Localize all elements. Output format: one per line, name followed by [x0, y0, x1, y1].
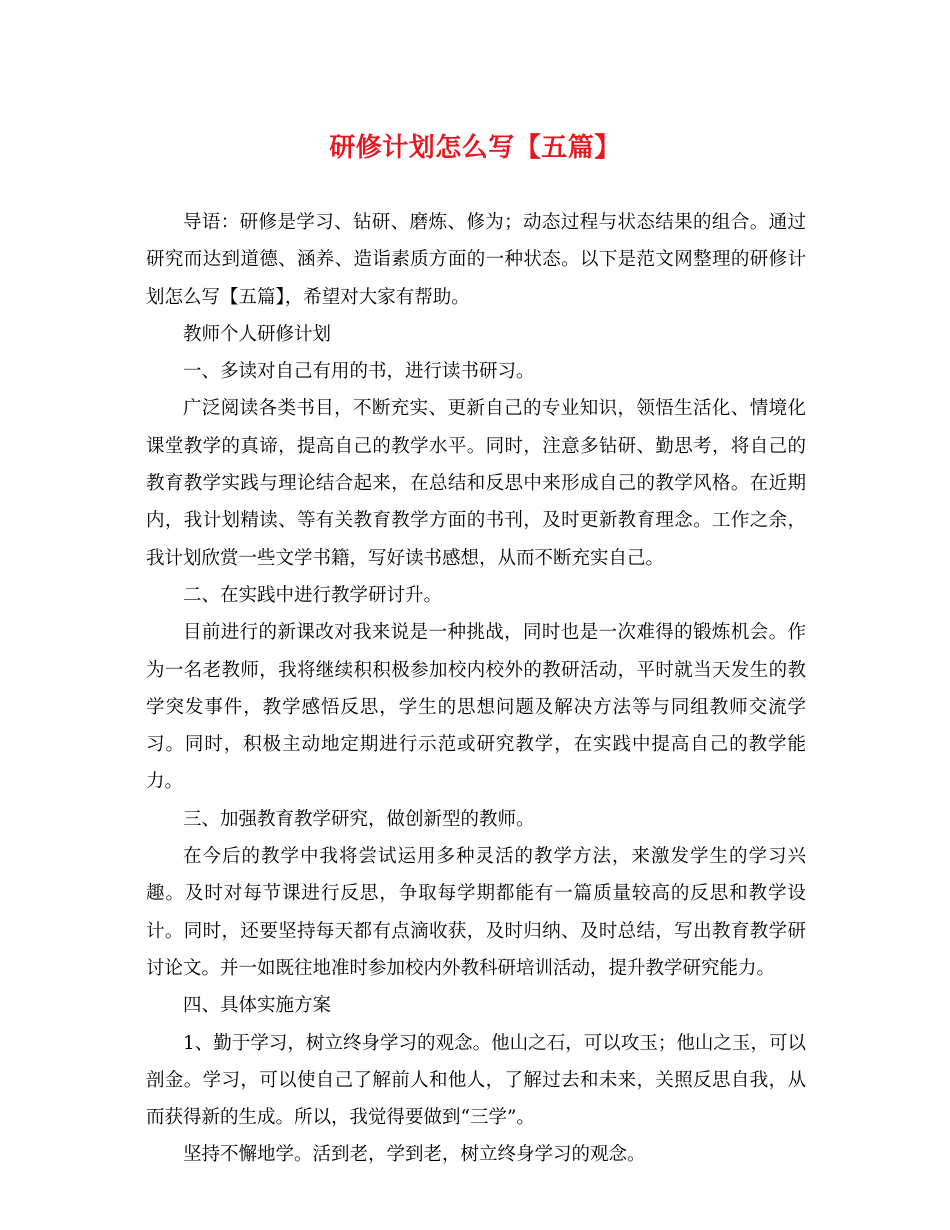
subheading-3: 三、加强教育教学研究，做创新型的教师。 [183, 808, 535, 830]
subheading-1: 一、多读对自己有用的书，进行读书研习。 [183, 361, 535, 383]
intro-paragraph: 导语：研修是学习、钻研、磨炼、修为；动态过程与状态结果的组合。通过研究而达到道德、涵养、造诣素质方面的一种状态。以下是范文网整理的研修计划怎么写【五篇】，希望对大家有帮助。 [146, 212, 806, 308]
document-title: 研修计划怎么写【五篇】 [329, 133, 621, 163]
body-paragraph: 坚持不懈地学。活到老，学到老，树立终身学习的观念。 [183, 1144, 646, 1166]
body-paragraph: 目前进行的新课改对我来说是一种挑战，同时也是一次难得的锻炼机会。作为一名老教师，我将继续积积极参加校内校外的教研活动，平时就当天发生的教学突发事件，教学感悟反思，学生的思想问题及解决方法等与同组教师交流学习。同时，积极主动地定期进行示范或研究教学，在实践中提高自己的教学能力。 [146, 622, 806, 793]
body-paragraph: 在今后的教学中我将尝试运用多种灵活的教学方法，来激发学生的学习兴趣。及时对每节课进行反思，争取每学期都能有一篇质量较高的反思和教学设计。同时，还要坚持每天都有点滴收获，及时归纳、及时总结，写出教育教学研讨论文。并一如既往地准时参加校内外教科研培训活动，提升教学研究能力。 [146, 846, 806, 979]
subheading-2: 二、在实践中进行教学研讨升。 [183, 584, 443, 606]
subheading-4: 四、具体实施方案 [183, 995, 332, 1017]
document-body [146, 204, 806, 1174]
body-paragraph: 1、勤于学习，树立终身学习的观念。他山之石，可以攻玉；他山之玉，可以剖金。学习，可以使自己了解前人和他人，了解过去和未来，关照反思自我，从而获得新的生成。所以，我觉得要做到“三学”。 [146, 1032, 806, 1129]
body-paragraph: 广泛阅读各类书目，不断充实、更新自己的专业知识，领悟生活化、情境化课堂教学的真谛，提高自己的教学水平。同时，注意多钻研、勤思考，将自己的教育教学实践与理论结合起来，在总结和反思中来形成自己的教学风格。在近期内，我计划精读、等有关教育教学方面的书刊，及时更新教育理念。工作之余，我计划欣赏一些文学书籍，写好读书感想，从而不断充实自己。 [146, 398, 806, 569]
section-heading: 教师个人研修计划 [183, 323, 332, 345]
